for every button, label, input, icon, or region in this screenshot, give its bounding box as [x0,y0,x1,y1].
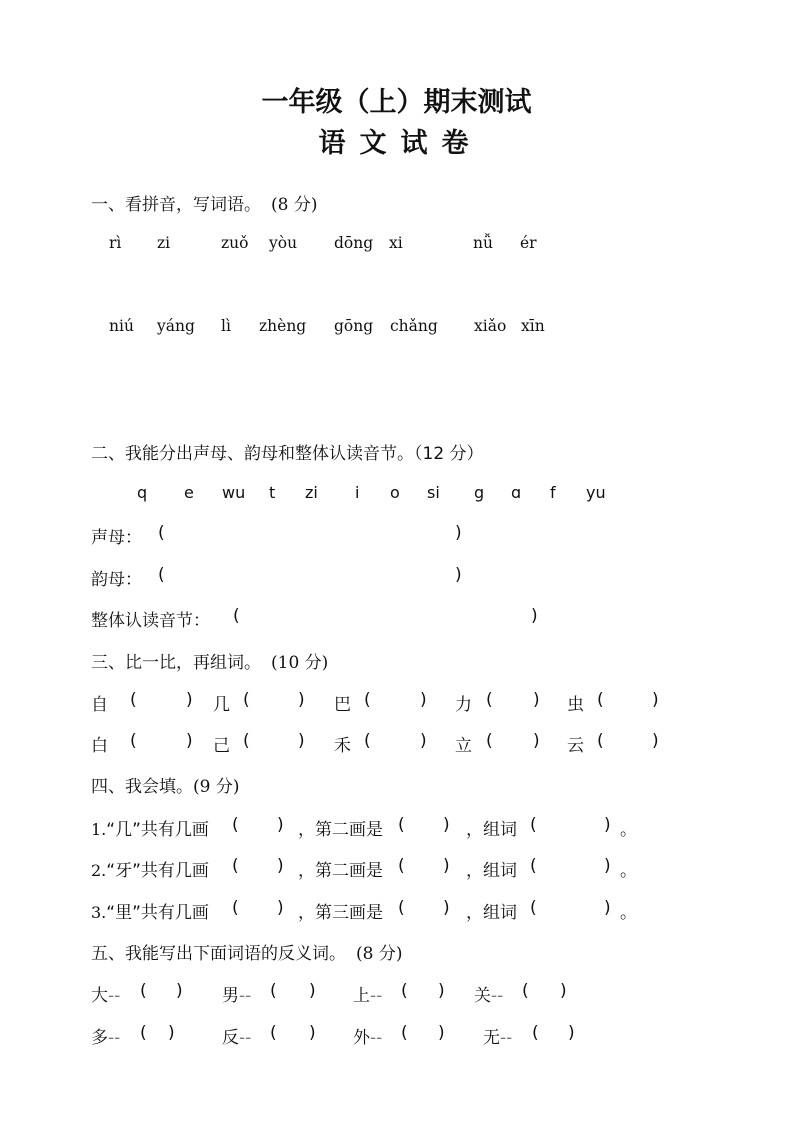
section3-score: (10 分) [271,653,329,673]
open-paren: ( [522,981,529,1001]
pinyin-letter: wu [222,483,246,502]
initials-label: 声母： [91,528,142,548]
antonym-item: 反-- [222,1028,252,1048]
open-paren: ( [530,856,537,876]
section2-heading: 二、我能分出声母、韵母和整体认读音节。（12 分） [91,444,484,464]
initials-close-paren: ) [455,523,462,543]
pinyin-word: yáng [157,317,195,335]
close-paren: ) [420,731,427,751]
pinyin-word: yòu [269,234,298,252]
close-paren: ) [533,690,540,710]
antonym-item: 多-- [91,1028,121,1048]
section3-heading: 三、比一比，再组词。 (10 分) [91,653,329,673]
section1-heading-text: 一、看拼音，写词语。 [91,195,261,215]
pinyin-letter: o [390,483,400,502]
fill-item: 1.“几”共有几画 [91,820,209,840]
initials-answer-field[interactable] [170,520,450,546]
initials-open-paren: ( [158,523,165,543]
compare-char: 立 [455,736,472,756]
antonym-item: 关-- [474,986,504,1006]
open-paren: ( [401,1023,408,1043]
close-paren: ) [652,731,659,751]
compare-char: 几 [213,695,230,715]
pinyin-word: zhèng [259,317,307,335]
antonym-item: 无-- [483,1028,513,1048]
compare-char: 禾 [334,736,351,756]
pinyin-letter: g [474,483,485,502]
close-paren: ) [186,690,193,710]
finals-answer-field[interactable] [170,562,450,588]
section5-heading: 五、我能写出下面词语的反义词。 (8 分) [91,944,403,964]
whole-syllables-open-paren: ( [233,606,240,626]
open-paren: ( [270,1023,277,1043]
pinyin-word: zi [157,234,171,252]
period: 。 [620,820,637,840]
pinyin-letter: q [137,483,148,502]
close-paren: ) [560,981,567,1001]
pinyin-letter: e [184,483,194,502]
compare-char: 力 [455,695,472,715]
fill-item: 3.“里”共有几画 [91,903,209,923]
open-paren: ( [232,815,239,835]
compare-char: 巴 [334,695,351,715]
section4-heading: 四、我会填。(9 分) [91,777,240,797]
open-paren: ( [364,731,371,751]
open-paren: ( [232,856,239,876]
compare-char: 虫 [567,695,584,715]
period: 。 [620,861,637,881]
pinyin-word: lì [221,317,231,335]
pinyin-word: xi [389,234,403,252]
fill-item-q2: ，第二画是 [298,861,383,881]
exam-subtitle: 语文试卷 [318,128,483,159]
pinyin-letter: f [550,483,556,502]
antonym-item: 上-- [353,986,383,1006]
close-paren: ) [277,856,284,876]
pinyin-word: xīn [521,317,545,335]
whole-syllables-answer-field[interactable] [245,603,525,629]
open-paren: ( [364,690,371,710]
pinyin-word: dōng [334,234,374,252]
period: 。 [620,903,637,923]
close-paren: ) [443,898,450,918]
open-paren: ( [270,981,277,1001]
close-paren: ) [604,815,611,835]
open-paren: ( [401,981,408,1001]
pinyin-word: ér [520,234,537,252]
close-paren: ) [176,981,183,1001]
close-paren: ) [420,690,427,710]
section5-score: (8 分) [356,944,403,964]
close-paren: ) [443,856,450,876]
finals-open-paren: ( [158,565,165,585]
open-paren: ( [398,815,405,835]
open-paren: ( [140,1023,147,1043]
compare-char: 白 [91,736,108,756]
fill-item-q2: ，第三画是 [298,903,383,923]
open-paren: ( [140,981,147,1001]
pinyin-letter: i [355,483,360,502]
fill-item: 2.“牙”共有几画 [91,861,209,881]
open-paren: ( [130,690,137,710]
exam-title: 一年级（上）期末测试 [261,87,532,118]
open-paren: ( [243,690,250,710]
section4-score: (9 分) [193,777,240,797]
open-paren: ( [130,731,137,751]
pinyin-word: zuǒ [221,234,249,252]
close-paren: ) [604,898,611,918]
section1-score: (8 分) [271,195,318,215]
close-paren: ) [533,731,540,751]
fill-item-q2: ，第二画是 [298,820,383,840]
close-paren: ) [652,690,659,710]
close-paren: ) [277,815,284,835]
open-paren: ( [486,731,493,751]
compare-char: 云 [567,736,584,756]
close-paren: ) [604,856,611,876]
pinyin-letter: ɑ [511,483,522,502]
whole-syllables-label: 整体认读音节： [91,611,210,631]
close-paren: ) [168,1023,175,1043]
pinyin-word: niú [109,317,134,335]
close-paren: ) [443,815,450,835]
fill-item-q3: ，组词 [466,903,517,923]
section1-heading [91,190,317,215]
pinyin-letter: t [269,483,276,502]
open-paren: ( [398,898,405,918]
open-paren: ( [232,898,239,918]
close-paren: ) [568,1023,575,1043]
close-paren: ) [309,1023,316,1043]
pinyin-word: gōng [334,317,374,335]
open-paren: ( [486,690,493,710]
section2-score: （12 分） [414,444,484,464]
close-paren: ) [298,690,305,710]
fill-item-q3: ，组词 [466,861,517,881]
open-paren: ( [597,690,604,710]
close-paren: ) [309,981,316,1001]
pinyin-letter: zi [305,483,318,502]
open-paren: ( [398,856,405,876]
close-paren: ) [438,1023,445,1043]
open-paren: ( [597,731,604,751]
fill-item-q3: ，组词 [466,820,517,840]
close-paren: ) [298,731,305,751]
compare-char: 己 [213,736,230,756]
compare-char: 自 [91,695,108,715]
pinyin-word: nǚ [473,234,493,252]
antonym-item: 男-- [222,986,252,1006]
pinyin-word: rì [109,234,122,252]
pinyin-word: xiǎo [474,317,507,335]
whole-syllables-close-paren: ) [531,606,538,626]
open-paren: ( [532,1023,539,1043]
finals-label: 韵母： [91,570,142,590]
close-paren: ) [277,898,284,918]
open-paren: ( [243,731,250,751]
pinyin-letter: si [427,483,440,502]
antonym-item: 外-- [353,1028,383,1048]
close-paren: ) [438,981,445,1001]
open-paren: ( [530,815,537,835]
finals-close-paren: ) [455,565,462,585]
pinyin-letter: yu [586,483,606,502]
pinyin-word: chǎng [390,317,438,335]
antonym-item: 大-- [91,986,121,1006]
open-paren: ( [530,898,537,918]
close-paren: ) [186,731,193,751]
